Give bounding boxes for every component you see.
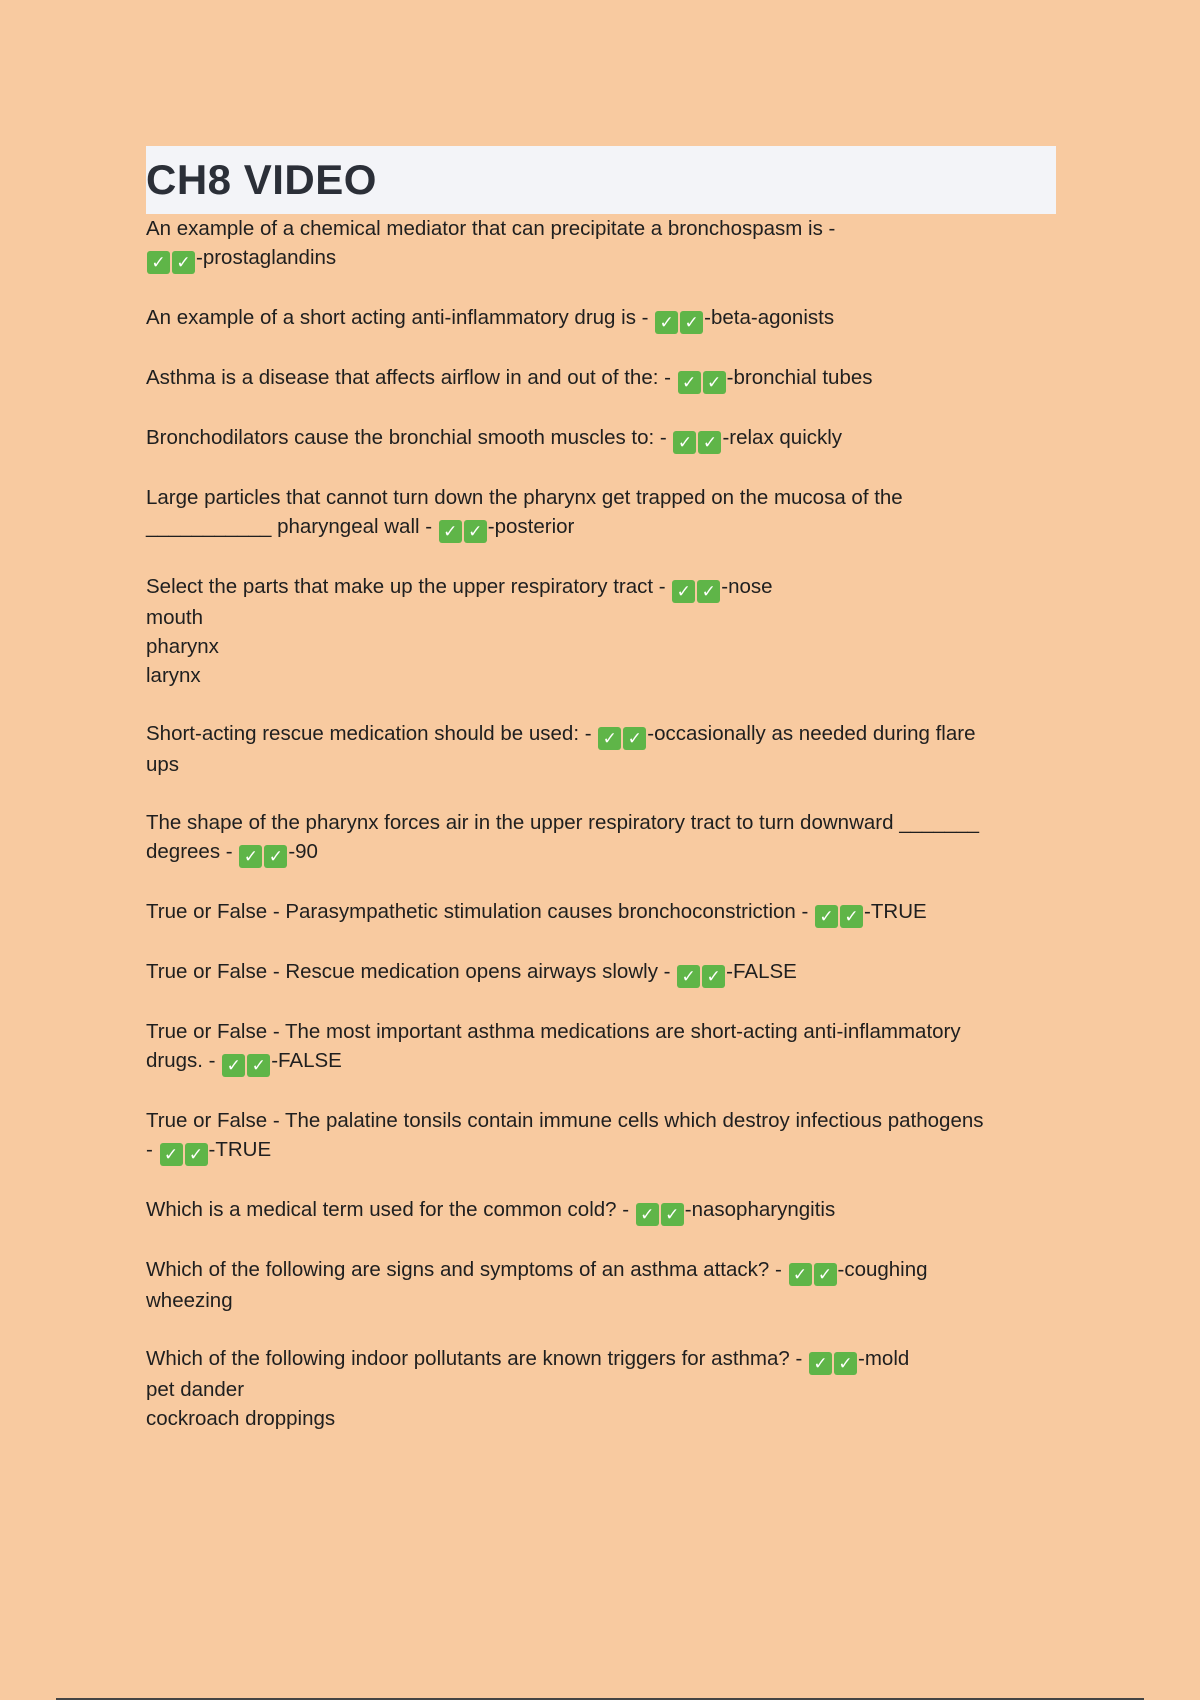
qa-entry [146,1255,1056,1315]
checkmark-icon: ✓ [655,311,678,334]
checkmark-icon: ✓ [677,965,700,988]
qa-line [146,1195,1056,1226]
qa-entry [146,1017,1056,1077]
checkmark-icon: ✓ [673,431,696,454]
qa-text: drugs. - [146,1049,222,1072]
qa-text: Which of the following are signs and symptoms of an asthma attack? - [146,1258,788,1281]
qa-line [146,214,1056,243]
checkmark-icon: ✓ [702,965,725,988]
qa-line [146,750,1056,779]
checkmark-icon: ✓ [185,1143,208,1166]
qa-list [146,214,1056,1433]
qa-entry [146,303,1056,334]
qa-text: -bronchial tubes [726,366,873,389]
checkmark-icon: ✓ [623,727,646,750]
checkmark-icon: ✓ [698,431,721,454]
checkmark-icon: ✓ [598,727,621,750]
qa-line [146,808,1056,837]
qa-text: Bronchodilators cause the bronchial smooth muscles to: - [146,426,673,449]
qa-text: larynx [146,664,201,687]
qa-text: -FALSE [271,1049,342,1072]
qa-text: -occasionally as needed during flare [647,722,976,745]
qa-entry [146,808,1056,868]
checkmark-icon: ✓ [809,1352,832,1375]
qa-text: -TRUE [208,1138,272,1161]
qa-text: -coughing [837,1258,928,1281]
checkmark-icon: ✓ [840,905,863,928]
checkmark-icon: ✓ [239,845,262,868]
qa-text: -FALSE [726,960,797,983]
checkmark-icon: ✓ [439,520,462,543]
qa-line [146,1046,1056,1077]
qa-text: -nose [721,575,773,598]
qa-entry [146,423,1056,454]
qa-text: pet dander [146,1378,245,1401]
qa-line [146,1404,1056,1433]
checkmark-icon: ✓ [814,1263,837,1286]
qa-text: True or False - The most important asthma medications are short-acting anti-inflammatory [146,1020,961,1043]
qa-line [146,572,1056,603]
qa-line [146,1375,1056,1404]
qa-line [146,1017,1056,1046]
qa-text: Which of the following indoor pollutants are known triggers for asthma? - [146,1347,809,1370]
qa-text: Which is a medical term used for the common cold? - [146,1198,635,1221]
checkmark-icon: ✓ [464,520,487,543]
qa-text: -90 [288,840,318,863]
checkmark-icon: ✓ [172,251,195,274]
qa-line [146,603,1056,632]
qa-text: -posterior [487,515,575,538]
qa-line [146,897,1056,928]
qa-line [146,483,1056,512]
page-title: CH8 VIDEO [146,156,377,203]
qa-text: -TRUE [864,900,927,923]
qa-line [146,957,1056,988]
qa-text: wheezing [146,1289,233,1312]
qa-entry [146,483,1056,543]
qa-text: ___________ pharyngeal wall - [146,515,438,538]
qa-entry [146,363,1056,394]
qa-text: mouth [146,606,203,629]
qa-text: Large particles that cannot turn down the pharynx get trapped on the mucosa of the [146,486,903,509]
qa-text: cockroach droppings [146,1407,336,1430]
checkmark-icon: ✓ [661,1203,684,1226]
checkmark-icon: ✓ [264,845,287,868]
qa-line [146,1255,1056,1286]
checkmark-icon: ✓ [636,1203,659,1226]
qa-line [146,632,1056,661]
checkmark-icon: ✓ [247,1054,270,1077]
checkmark-icon: ✓ [789,1263,812,1286]
checkmark-icon: ✓ [222,1054,245,1077]
qa-text: -relax quickly [722,426,843,449]
qa-entry [146,897,1056,928]
checkmark-icon: ✓ [697,580,720,603]
qa-line [146,303,1056,334]
qa-line [146,719,1056,750]
qa-text: Asthma is a disease that affects airflow in and out of the: - [146,366,677,389]
qa-line [146,512,1056,543]
qa-text: The shape of the pharynx forces air in the upper respiratory tract to turn downward _______ [146,811,980,834]
qa-entry [146,1195,1056,1226]
title-bar [146,146,1056,214]
qa-entry [146,214,1056,274]
checkmark-icon: ✓ [834,1352,857,1375]
qa-entry [146,1344,1056,1433]
qa-text: -beta-agonists [704,306,835,329]
qa-text: Select the parts that make up the upper respiratory tract - [146,575,672,598]
qa-text: An example of a chemical mediator that can precipitate a bronchospasm is - [146,217,836,240]
qa-entry [146,719,1056,779]
qa-line [146,661,1056,690]
checkmark-icon: ✓ [678,371,701,394]
qa-text: -prostaglandins [196,246,337,269]
qa-entry [146,957,1056,988]
checkmark-icon: ✓ [703,371,726,394]
qa-line [146,1106,1056,1135]
qa-text: ups [146,753,180,776]
qa-text: Short-acting rescue medication should be used: - [146,722,598,745]
checkmark-icon: ✓ [147,251,170,274]
checkmark-icon: ✓ [672,580,695,603]
qa-entry [146,572,1056,690]
qa-line [146,1286,1056,1315]
checkmark-icon: ✓ [815,905,838,928]
checkmark-icon: ✓ [160,1143,183,1166]
qa-text: True or False - Rescue medication opens airways slowly - [146,960,677,983]
qa-text: True or False - The palatine tonsils contain immune cells which destroy infectious pathogens [146,1109,984,1132]
qa-text: pharynx [146,635,219,658]
qa-entry [146,1106,1056,1166]
qa-line [146,837,1056,868]
qa-text: -nasopharyngitis [684,1198,836,1221]
checkmark-icon: ✓ [680,311,703,334]
qa-line [146,1135,1056,1166]
qa-text: - [146,1138,159,1161]
qa-text: True or False - Parasympathetic stimulation causes bronchoconstriction - [146,900,815,923]
qa-line [146,423,1056,454]
qa-text: degrees - [146,840,239,863]
qa-line [146,243,1056,274]
qa-text: An example of a short acting anti-inflammatory drug is - [146,306,655,329]
document-page [146,146,1056,1462]
qa-line [146,363,1056,394]
qa-line [146,1344,1056,1375]
qa-text: -mold [858,1347,910,1370]
